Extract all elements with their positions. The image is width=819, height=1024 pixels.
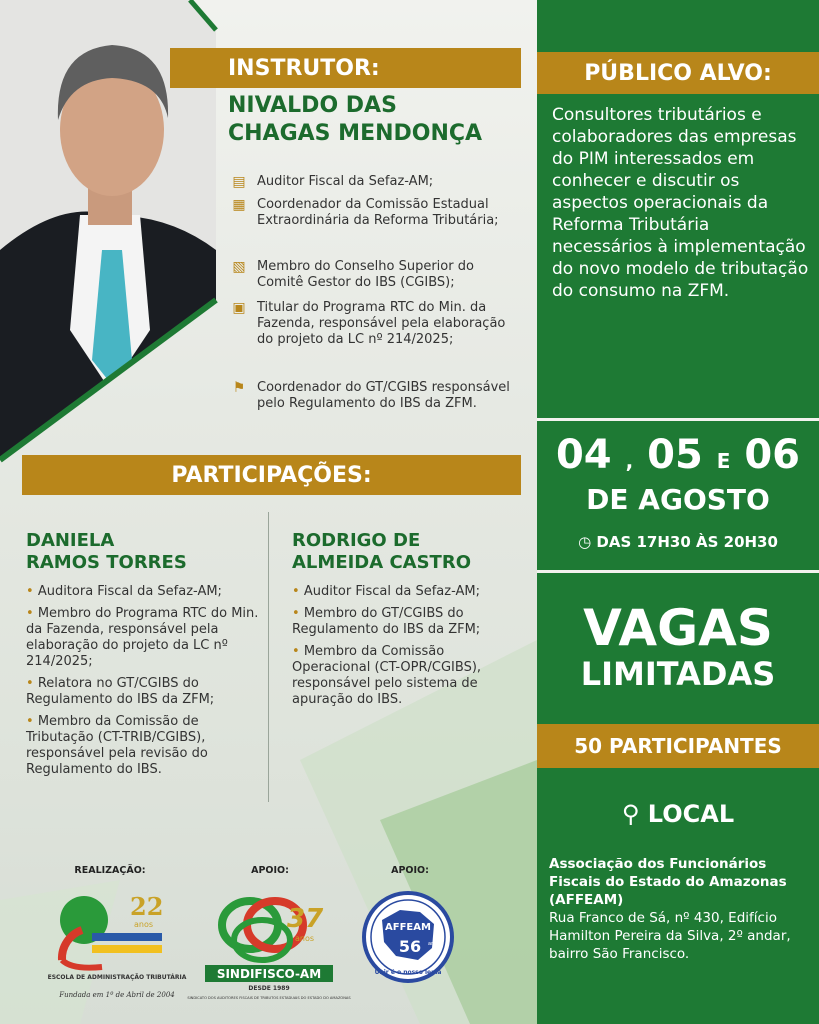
credential-item: ▧ Membro do Conselho Superior do Comitê Gestor do IBS (CGIBS); (229, 259, 519, 291)
local-heading-text: LOCAL (647, 800, 735, 828)
vagas-limitadas (537, 600, 819, 692)
logo3-motto: Unir é o nosso lema (374, 969, 442, 976)
flag-icon: ⚑ (232, 380, 246, 396)
list-item: • Membro do Programa RTC do Min. da Fazenda, responsável pela elaboração do projeto da LC nº 214/2025; (26, 606, 259, 669)
participant-name: DANIELA RAMOS TORRES (26, 530, 187, 573)
event-time-text: DAS 17H30 ÀS 20H30 (596, 533, 778, 551)
credential-item: ⚑ Coordenador do GT/CGIBS responsável pelo Regulamento do IBS da ZFM. (229, 380, 519, 412)
column-divider (268, 512, 269, 802)
participacoes-label: PARTICIPAÇÕES: (171, 462, 372, 488)
id-card-icon: ▧ (232, 259, 246, 275)
logo3-years-word: anos (428, 941, 440, 947)
panel-divider (537, 418, 819, 421)
event-dates (537, 432, 819, 516)
date-separator: E (716, 449, 731, 473)
participant-credentials (26, 584, 266, 784)
local-address (549, 855, 811, 963)
location-pin-icon: ⚲ (621, 800, 640, 828)
logo1-founded: Fundada em 1º de Abril de 2004 (59, 991, 175, 999)
list-item: • Relatora no GT/CGIBS do Regulamento do IBS da ZFM; (26, 676, 215, 707)
participacoes-header (22, 455, 521, 495)
list-item: • Auditor Fiscal da Sefaz-AM; (292, 584, 480, 599)
sindifisco-am-logo (187, 885, 351, 1010)
local-address-text: Rua Franco de Sá, nº 430, Edifício Hamilton Pereira da Silva, 2º andar, bairro São Francisco. (549, 910, 791, 962)
date-day-3: 06 (744, 432, 801, 478)
logo2-name: SINDIFISCO-AM (216, 967, 322, 981)
event-time (537, 533, 819, 551)
logo3-years: 56 (398, 937, 422, 956)
list-item: • Membro da Comissão Operacional (CT-OPR/CGIBS), responsável pelo sistema de apuração do IBS. (292, 644, 482, 707)
list-item: • Membro do GT/CGIBS do Regulamento do IBS da ZFM; (292, 606, 481, 637)
logo2-years-word: anos (295, 934, 315, 943)
logo1-years-word: anos (134, 920, 154, 929)
publico-alvo-text: Consultores tributários e colaboradores das empresas do PIM interessados em conhecer e discutir os aspectos operacionais da Reforma Tributária necessários à implementação do novo modelo de tributação do consumo na ZFM. (552, 105, 809, 301)
participantes-label: 50 PARTICIPANTES (574, 734, 782, 758)
instrutor-header (170, 48, 521, 88)
realizacao-label: REALIZAÇÃO: (74, 865, 146, 876)
list-item: • Membro da Comissão de Tributação (CT-TRIB/CGIBS), responsável pela revisão do Regulamento do IBS. (26, 714, 208, 777)
credential-item: ▤ Auditor Fiscal da Sefaz-AM; (229, 174, 519, 192)
participant-credentials (292, 584, 520, 714)
date-month: DE AGOSTO (586, 483, 770, 516)
instrutor-label: INSTRUTOR: (228, 55, 380, 81)
panel-divider (537, 570, 819, 573)
date-day-2: 05 (647, 432, 703, 478)
date-day-1: 04 (555, 432, 612, 478)
logo1-name: ESCOLA DE ADMINISTRAÇÃO TRIBUTÁRIA (47, 974, 187, 981)
apoio-label: APOIO: (251, 865, 289, 876)
document-icon: ▣ (232, 300, 246, 316)
credential-item: ▣ Titular do Programa RTC do Min. da Fazenda, responsável pela elaboração do projeto da LC nº 214/2025; (229, 300, 519, 348)
participant-name: RODRIGO DE ALMEIDA CASTRO (292, 530, 471, 573)
publico-alvo-label: PÚBLICO ALVO: (584, 60, 772, 86)
list-item: • Auditora Fiscal da Sefaz-AM; (26, 584, 222, 599)
logo2-years: 37 (287, 904, 324, 934)
logo3-name: AFFEAM (385, 922, 431, 933)
instructor-name-line2: CHAGAS MENDONÇA (228, 121, 483, 146)
publico-alvo-header (537, 52, 819, 94)
credential-item: ▦ Coordenador da Comissão Estadual Extraordinária da Reforma Tributária; (229, 197, 519, 229)
apoio-label: APOIO: (391, 865, 429, 876)
local-organization: Associação dos Funcionários Fiscais do Estado do Amazonas (AFFEAM) (549, 856, 787, 908)
affeam-logo (360, 890, 460, 985)
instructor-name-line1: NIVALDO DAS (228, 93, 397, 118)
participantes-badge (537, 724, 819, 768)
logo2-since: DESDE 1989 (248, 985, 290, 992)
instructor-name (228, 92, 528, 148)
auditor-icon: ▤ (232, 174, 246, 190)
local-heading (537, 800, 819, 828)
logo2-desc: SINDICATO DOS AUDITORES FISCAIS DE TRIBUTOS ESTADUAIS DO ESTADO DO AMAZONAS (187, 996, 351, 1000)
vagas-line1: VAGAS (583, 599, 773, 657)
vagas-line2: LIMITADAS (580, 655, 776, 693)
clock-icon: ◷ (578, 533, 592, 551)
escola-administracao-tributaria-logo (47, 885, 187, 1005)
logo1-years: 22 (130, 892, 164, 921)
date-separator: , (625, 449, 634, 473)
calculator-icon: ▦ (232, 197, 246, 213)
